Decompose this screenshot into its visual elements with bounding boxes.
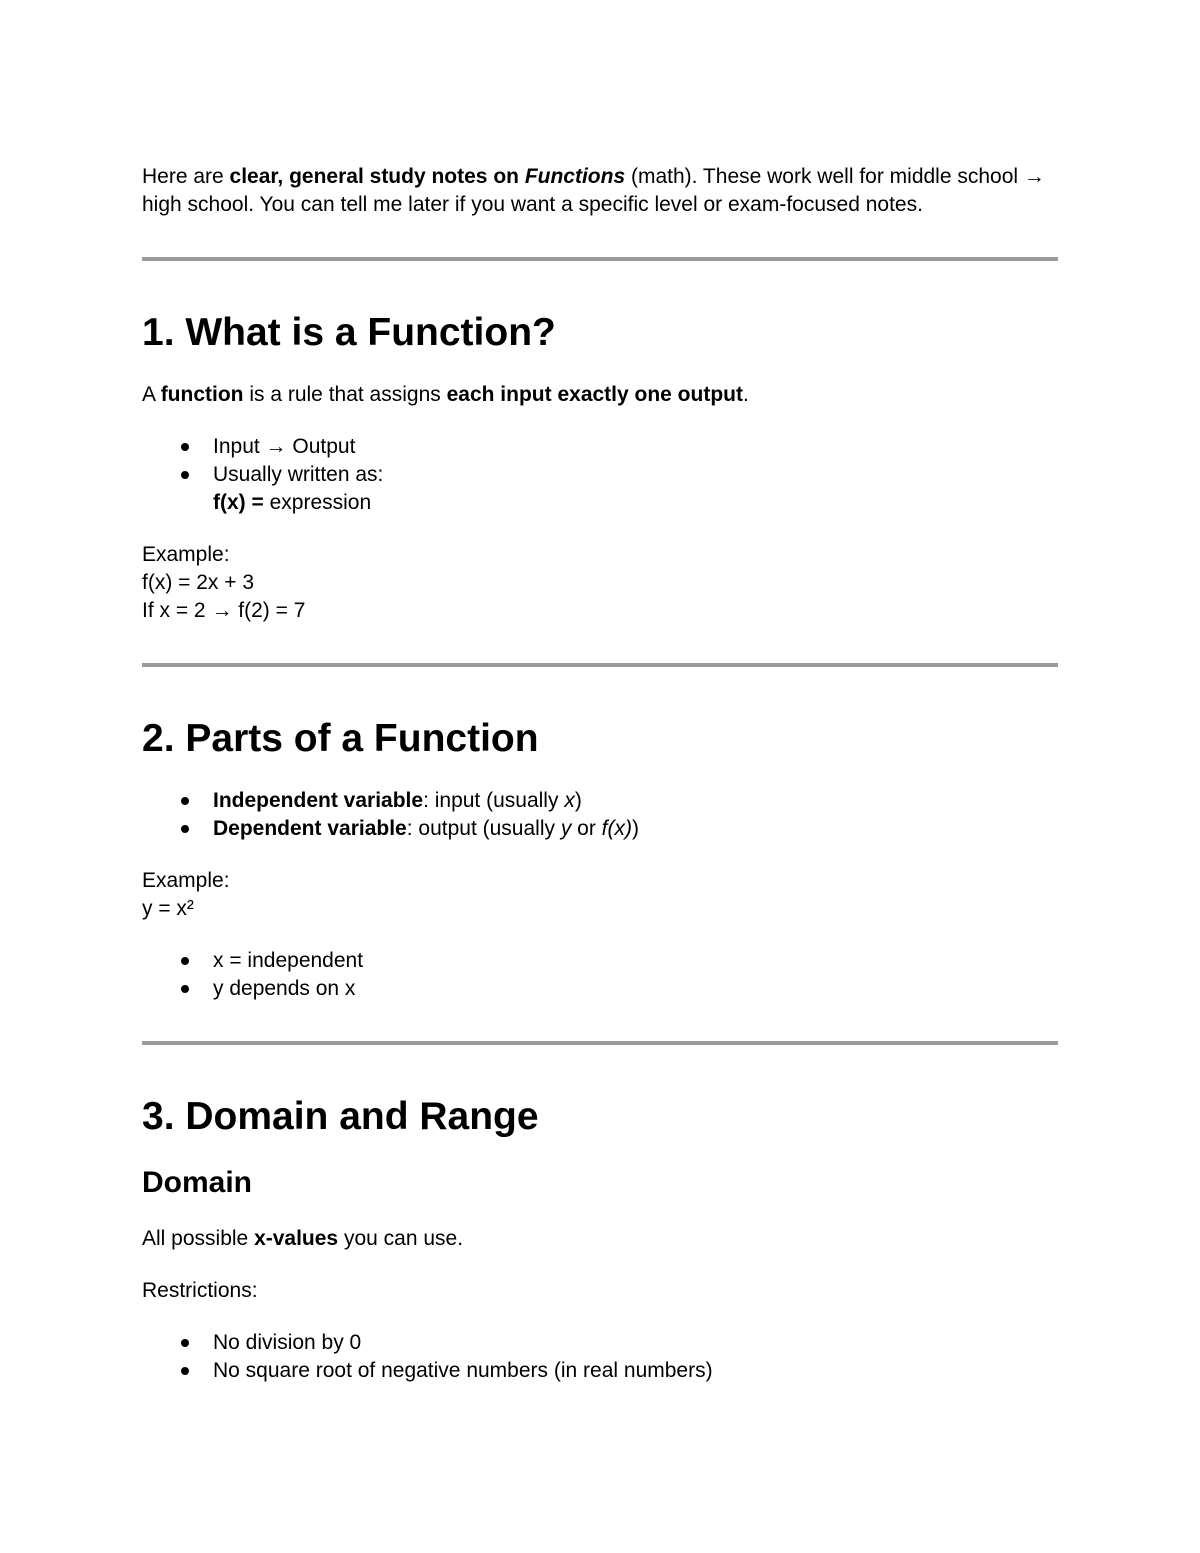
variable-italic: f(x) bbox=[601, 817, 632, 840]
variable-italic: x bbox=[564, 789, 575, 812]
list-item-text: Usually written as: bbox=[213, 463, 384, 486]
domain-subheading: Domain bbox=[142, 1166, 253, 1199]
section-2-heading: 2. Parts of a Function bbox=[142, 717, 539, 760]
section-divider bbox=[142, 663, 1058, 667]
intro-run-bold: clear, general study notes on bbox=[229, 165, 525, 188]
bullet-dot-icon bbox=[181, 443, 189, 451]
variable-italic: y bbox=[560, 817, 572, 840]
example-label: Example: bbox=[142, 543, 230, 566]
list-item bbox=[213, 433, 1058, 461]
section-2-bullet-list bbox=[142, 787, 1058, 843]
example-line: If x = 2 → f(2) = 7 bbox=[142, 599, 306, 622]
list-item bbox=[213, 1357, 1058, 1385]
definition-run-2: function bbox=[160, 383, 244, 406]
list-item-text: No division by 0 bbox=[213, 1331, 362, 1354]
domain-run-bold: x-values bbox=[254, 1227, 339, 1250]
term-description-mid: or bbox=[571, 817, 602, 840]
bullet-dot-icon bbox=[181, 825, 189, 833]
list-item-formula-bold: f(x) = bbox=[213, 491, 264, 514]
intro-run-regular-2: (math). These work well for middle school → high school. You can tell me later if you want a specific level or exam-focused notes. bbox=[142, 165, 1045, 216]
section-3-bullet-list bbox=[142, 1329, 1058, 1385]
intro-paragraph bbox=[142, 163, 1058, 219]
bullet-dot-icon bbox=[181, 957, 189, 965]
definition-run-3: is a rule that assigns bbox=[243, 383, 447, 406]
list-item-text: x = independent bbox=[213, 949, 364, 972]
bullet-dot-icon bbox=[181, 1339, 189, 1347]
list-item-formula-rest: expression bbox=[263, 491, 372, 514]
list-item bbox=[213, 1329, 1058, 1357]
intro-run-regular-1: Here are bbox=[142, 165, 230, 188]
list-item bbox=[213, 815, 1058, 843]
example-paragraph bbox=[142, 541, 1058, 625]
bullet-dot-icon bbox=[181, 797, 189, 805]
term-bold: Independent variable bbox=[213, 789, 424, 812]
section-3-heading: 3. Domain and Range bbox=[142, 1095, 539, 1138]
section-divider bbox=[142, 257, 1058, 261]
term-description-close: ) bbox=[632, 817, 639, 840]
bullet-dot-icon bbox=[181, 1367, 189, 1375]
example-line: f(x) = 2x + 3 bbox=[142, 571, 255, 594]
term-description: : input (usually bbox=[423, 789, 565, 812]
term-description: : output (usually bbox=[406, 817, 561, 840]
definition-run-1: A bbox=[142, 383, 161, 406]
bullet-dot-icon bbox=[181, 471, 189, 479]
list-item bbox=[213, 787, 1058, 815]
domain-run-3: you can use. bbox=[338, 1227, 464, 1250]
list-item bbox=[213, 461, 1058, 517]
domain-run-1: All possible bbox=[142, 1227, 255, 1250]
example-paragraph bbox=[142, 867, 1058, 923]
term-description-close: ) bbox=[574, 789, 582, 812]
definition-run-4: each input exactly one output bbox=[446, 383, 743, 406]
section-2-sub-bullet-list bbox=[142, 947, 1058, 1003]
intro-run-bold-italic: Functions bbox=[524, 165, 626, 188]
domain-definition-paragraph bbox=[142, 1225, 1058, 1253]
function-definition-paragraph bbox=[142, 381, 1058, 409]
example-line: y = x² bbox=[142, 897, 194, 920]
term-bold: Dependent variable bbox=[213, 817, 407, 840]
restrictions-label: Restrictions: bbox=[142, 1279, 258, 1302]
list-item bbox=[213, 975, 1058, 1003]
list-item-text: Input → Output bbox=[213, 435, 356, 458]
section-divider bbox=[142, 1041, 1058, 1045]
section-1-heading: 1. What is a Function? bbox=[142, 311, 556, 354]
section-1-bullet-list bbox=[142, 433, 1058, 517]
bullet-dot-icon bbox=[181, 985, 189, 993]
list-item bbox=[213, 947, 1058, 975]
list-item-text: No square root of negative numbers (in real numbers) bbox=[213, 1359, 713, 1382]
example-label: Example: bbox=[142, 869, 230, 892]
definition-run-5: . bbox=[742, 383, 749, 406]
list-item-text: y depends on x bbox=[213, 977, 356, 1000]
